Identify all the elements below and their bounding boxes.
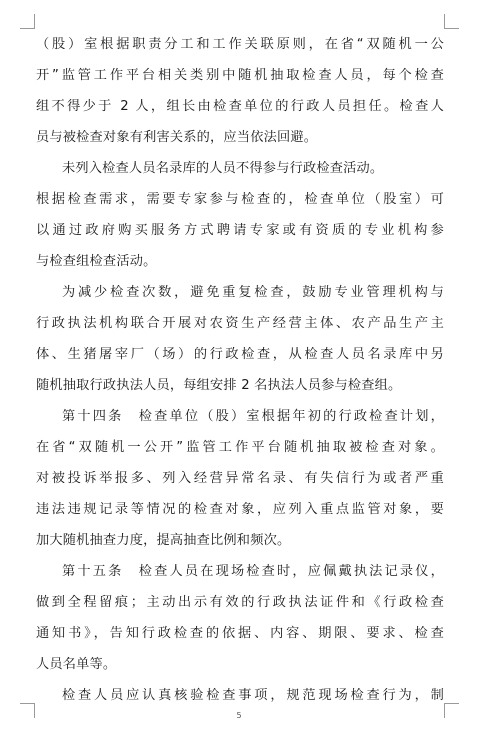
text-line: 人员名单等。 <box>36 657 117 672</box>
text-line: 在省“双随机一公开”监管工作平台随机抽取被检查对象。 <box>36 440 444 455</box>
text-line: 未列入检查人员名录库的人员不得参与行政检查活动。 <box>62 161 384 176</box>
text-line: 与检查组检查活动。 <box>36 254 157 269</box>
crop-mark-top-right <box>444 14 459 29</box>
crop-mark-top-left <box>20 14 35 29</box>
text-line: 随机抽取行政执法人员，每组安排 2 名执法人员参与检查组。 <box>36 378 402 393</box>
text-line: 员与被检查对象有利害关系的，应当依法回避。 <box>36 130 318 145</box>
text-line: 加大随机抽查力度，提高抽查比例和频次。 <box>36 533 291 548</box>
text-line: 第十四条 检查单位（股）室根据年初的行政检查计划， <box>62 409 444 424</box>
text-line: 开”监管工作平台相关类别中随机抽取检查人员，每个检查 <box>36 68 444 83</box>
text-line: 第十五条 检查人员在现场检查时，应佩戴执法记录仪， <box>62 564 444 579</box>
text-line: 根据检查需求，需要专家参与检查的，检查单位（股室）可 <box>36 192 444 207</box>
text-line: 行政执法机构联合开展对农资生产经营主体、农产品生产主 <box>36 316 444 331</box>
text-line: 做到全程留痕；主动出示有效的行政执法证件和《行政检查 <box>36 595 444 610</box>
text-line: 组不得少于 2 人，组长由检查单位的行政人员担任。检查人 <box>36 99 444 114</box>
text-line: 为减少检查次数，避免重复检查，鼓励专业管理机构与 <box>62 285 444 300</box>
text-line: 违法违规记录等情况的检查对象，应列入重点监管对象，要 <box>36 502 444 517</box>
text-line: 以通过政府购买服务方式聘请专家或有资质的专业机构参 <box>36 223 444 238</box>
text-line: 检查人员应认真核验检查事项，规范现场检查行为，制 <box>62 688 444 703</box>
text-line: （股）室根据职责分工和工作关联原则，在省“双随机一公 <box>36 37 444 52</box>
text-line: 体、生猪屠宰厂（场）的行政检查，从检查人员名录库中另 <box>36 347 444 362</box>
page-number: 5 <box>236 711 242 720</box>
text-line: 对被投诉举报多、列入经营异常名录、有失信行为或者严重 <box>36 471 444 486</box>
text-line: 通知书》，告知行政检查的依据、内容、期限、要求、检查 <box>36 626 444 641</box>
